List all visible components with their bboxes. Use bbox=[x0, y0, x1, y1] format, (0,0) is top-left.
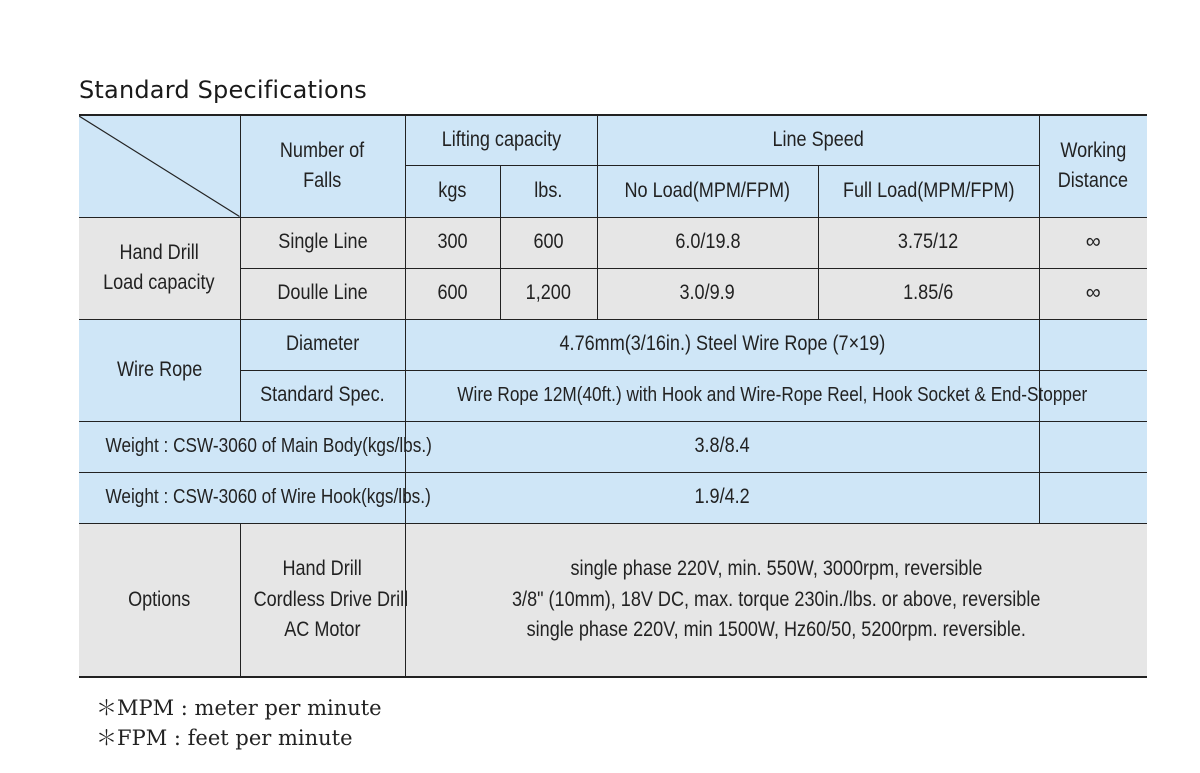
header-distance: Distance bbox=[1058, 169, 1129, 193]
page-title: Standard Specifications bbox=[79, 76, 368, 104]
load-capacity-label: Hand Drill Load capacity bbox=[79, 217, 240, 319]
table-cell-full-load: 3.75/12 bbox=[818, 217, 1039, 268]
header-number-of: Number of bbox=[280, 138, 365, 162]
table-cell-distance: ∞ bbox=[1039, 217, 1147, 268]
options-specs bbox=[405, 523, 1147, 677]
table-cell-kgs: 300 bbox=[405, 217, 500, 268]
options-spec: single phase 220V, min. 550W, 3000rpm, reversible bbox=[570, 557, 983, 581]
header-no-load: No Load(MPM/FPM) bbox=[597, 165, 818, 217]
table-cell-distance: ∞ bbox=[1039, 268, 1147, 319]
options-label: Options bbox=[79, 523, 240, 677]
header-line-speed: Line Speed bbox=[597, 115, 1039, 165]
options-items bbox=[240, 523, 408, 677]
table-cell-kgs: 600 bbox=[405, 268, 500, 319]
wire-rope-label: Wire Rope bbox=[79, 319, 240, 421]
weight-main-body-label: Weight : CSW-3060 of Main Body(kgs/lbs.) bbox=[79, 421, 405, 472]
options-spec: 3/8" (10mm), 18V DC, max. torque 230in./lbs. or above, reversible bbox=[512, 587, 1041, 611]
header-lbs: lbs. bbox=[500, 165, 597, 217]
header-lifting-capacity: Lifting capacity bbox=[405, 115, 597, 165]
wire-rope-spec-value: Wire Rope 12M(40ft.) with Hook and Wire-Rope Reel, Hook Socket & End-Stopper bbox=[405, 370, 1039, 421]
weight-main-body-distance-cell bbox=[1039, 421, 1147, 472]
diagonal-divider bbox=[79, 116, 240, 217]
footnote-mpm: ＊MPM : meter per minute bbox=[96, 696, 382, 720]
table-cell-full-load: 1.85/6 bbox=[818, 268, 1039, 319]
options-item: Hand Drill bbox=[282, 557, 363, 581]
weight-wire-hook-distance-cell bbox=[1039, 472, 1147, 523]
options-spec: single phase 220V, min 1500W, Hz60/50, 5200rpm. reversible. bbox=[526, 617, 1026, 641]
header-full-load: Full Load(MPM/FPM) bbox=[818, 165, 1039, 217]
table-cell-no-load: 3.0/9.9 bbox=[597, 268, 818, 319]
wire-rope-distance-cell bbox=[1039, 319, 1147, 370]
header-falls: Falls bbox=[303, 169, 342, 193]
wire-rope-diameter-label: Diameter bbox=[240, 319, 405, 370]
header-kgs: kgs bbox=[405, 165, 500, 217]
footnotes bbox=[96, 693, 382, 753]
table-cell-no-load: 6.0/19.8 bbox=[597, 217, 818, 268]
header-number-of-falls bbox=[240, 115, 405, 217]
table-row-falls: Doulle Line bbox=[240, 268, 405, 319]
weight-wire-hook-value: 1.9/4.2 bbox=[405, 472, 1039, 523]
header-working-distance bbox=[1039, 115, 1147, 217]
header-working: Working bbox=[1060, 138, 1127, 162]
options-item: Cordless Drive Drill bbox=[253, 587, 408, 611]
table-row-falls: Single Line bbox=[240, 217, 405, 268]
wire-rope-spec-label: Standard Spec. bbox=[240, 370, 405, 421]
specifications-table bbox=[79, 114, 1147, 678]
table-cell-lbs: 1,200 bbox=[500, 268, 597, 319]
weight-wire-hook-label: Weight : CSW-3060 of Wire Hook(kgs/lbs.) bbox=[79, 472, 405, 523]
footnote-fpm: ＊FPM : feet per minute bbox=[96, 726, 353, 750]
wire-rope-diameter-value: 4.76mm(3/16in.) Steel Wire Rope (7×19) bbox=[405, 319, 1039, 370]
table-cell-lbs: 600 bbox=[500, 217, 597, 268]
header-corner-cell bbox=[79, 115, 240, 217]
options-item: AC Motor bbox=[284, 617, 361, 641]
weight-main-body-value: 3.8/8.4 bbox=[405, 421, 1039, 472]
